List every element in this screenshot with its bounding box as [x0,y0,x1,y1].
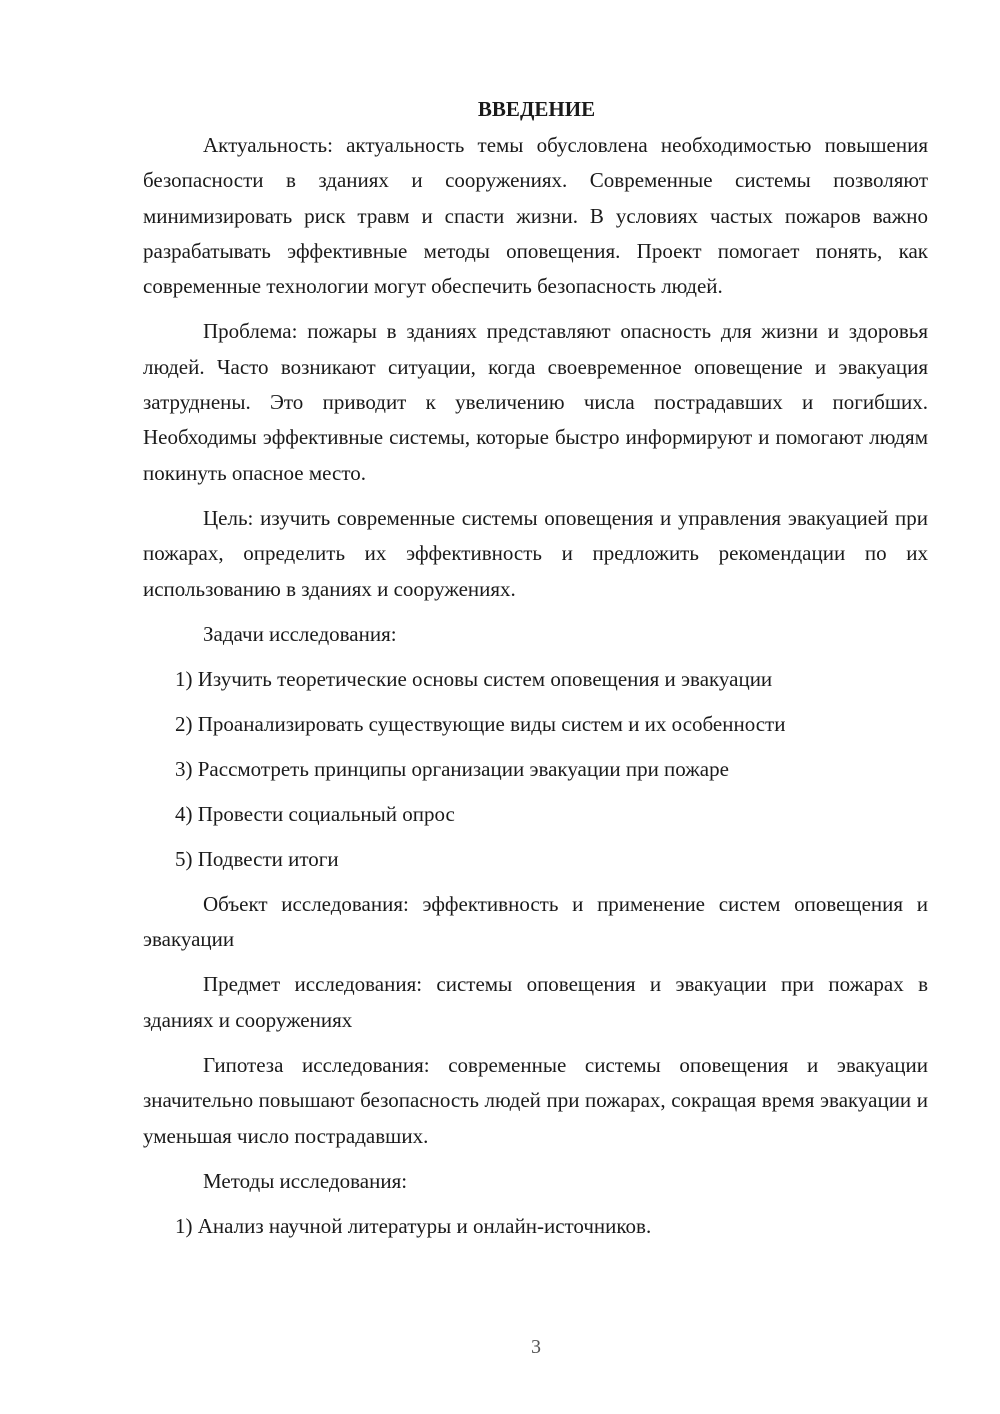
list-item [143,662,928,697]
goal-paragraph: Цель: изучить современные системы оповещения и управления эвакуацией при пожарах, определить их эффективность и предложить рекомендации по их использованию в зданиях и сооружениях. [143,505,928,601]
section-heading: ВВЕДЕНИЕ [477,97,596,121]
list-item [143,842,928,877]
list-item [143,752,928,787]
list-item-number: 1) [175,666,193,691]
methods-label: Методы исследования: [203,1168,408,1193]
list-item-number: 1) [175,1213,193,1238]
tasks-label: Задачи исследования: [203,621,397,646]
page-number: 3 [531,1336,541,1358]
list-item-text: Проанализировать существующие виды систем и их особенности [197,711,786,736]
object-paragraph: Объект исследования: эффективность и применение систем оповещения и эвакуации [143,891,928,952]
list-item-number: 3) [175,756,193,781]
problem-paragraph: Проблема: пожары в зданиях представляют опасность для жизни и здоровья людей. Часто возникают ситуации, когда своевременное оповещение и эвакуация затруднены. Это приводит к увеличению числа пострадавших и погибших. Необходимы эффективные системы, которые быстро информируют и помогают людям покинуть опасное место. [143,319,928,485]
list-item-number: 5) [175,846,193,871]
subject-paragraph: Предмет исследования: системы оповещения и эвакуации при пожарах в зданиях и сооружениях [143,972,928,1032]
list-item-text: Провести социальный опрос [197,801,455,826]
document-page [143,92,928,1254]
list-item-number: 4) [175,801,193,826]
list-item-text: Изучить теоретические основы систем оповещения и эвакуации [197,666,773,691]
list-item-text: Рассмотреть принципы организации эвакуации при пожаре [197,756,729,781]
relevance-paragraph: Актуальность: актуальность темы обусловлена необходимостью повышения безопасности в зданиях и сооружениях. Современные системы позволяют минимизировать риск травм и спасти жизни. В условиях частых пожаров важно разрабатывать эффективные методы оповещения. Проект помогает понять, как современные технологии могут обеспечить безопасность людей. [143,133,928,299]
tasks-list [143,662,928,877]
list-item [143,797,928,832]
methods-list [143,1209,928,1244]
list-item-number: 2) [175,711,193,736]
list-item [143,707,928,742]
hypothesis-paragraph: Гипотеза исследования: современные системы оповещения и эвакуации значительно повышают безопасность людей при пожарах, сокращая время эвакуации и уменьшая число пострадавших. [143,1053,928,1148]
list-item-text: Анализ научной литературы и онлайн-источников. [197,1213,652,1238]
list-item [143,1209,928,1244]
list-item-text: Подвести итоги [197,846,339,871]
